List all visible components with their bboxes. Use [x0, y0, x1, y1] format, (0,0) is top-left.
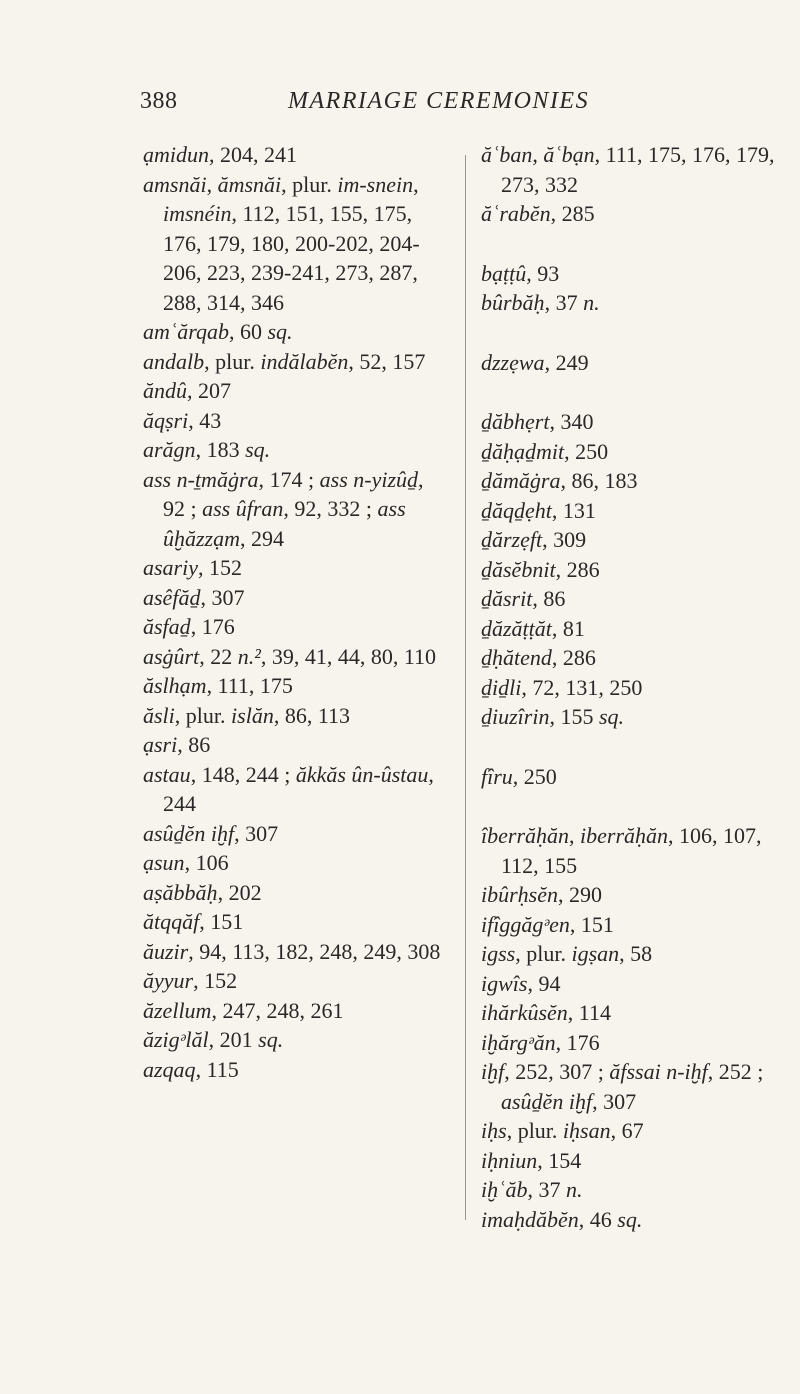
index-entry [143, 347, 443, 377]
index-headword: asêfăḏ [143, 584, 201, 610]
index-headword: ạsun [143, 850, 185, 875]
index-references: , 72, 131, 250 [521, 674, 643, 700]
index-entry [481, 348, 781, 378]
index-entry [481, 1175, 781, 1205]
index-entry [143, 966, 443, 996]
index-variant-form: sq. [258, 1027, 284, 1052]
index-references: , 183 [195, 437, 246, 462]
index-headword: asûḏĕn iḫf [143, 820, 235, 846]
index-entry [143, 701, 443, 731]
index-references: , 207 [187, 378, 231, 403]
index-references: , 39, 41, 44, 80, 110 [260, 643, 437, 669]
index-headword: dzzẹwa [481, 349, 545, 375]
index-entry [481, 140, 781, 199]
index-headword: astau [143, 761, 191, 787]
index-references: , 176 [190, 614, 235, 639]
index-entry [481, 584, 781, 614]
index-entry [481, 555, 781, 585]
index-entry [143, 848, 443, 878]
index-references: , 43 [188, 407, 222, 433]
index-headword: ibûrḥsĕn [481, 882, 558, 907]
index-references: , 112, 151, 155, 175, 176, 179, 180, 200-202, 204-206, 223, 239-241, 273, 287, 288, 314, 346 [163, 201, 420, 315]
index-headword: ăsli [143, 702, 175, 728]
index-headword: bûrbăḥ [481, 290, 545, 315]
index-references: , 247, 248, 261 [211, 997, 344, 1023]
index-variant-form: ass ûḫăzzạm [163, 496, 406, 551]
index-entry [481, 821, 781, 880]
index-variant-form: iḥsan [562, 1118, 611, 1143]
index-references: , [206, 171, 218, 197]
index-headword: ătqqăf [143, 909, 200, 934]
index-entry [481, 910, 781, 940]
index-variant-form: ămsnăi [217, 171, 282, 197]
index-references: , 131 [551, 497, 596, 523]
index-entry [143, 317, 443, 347]
index-variant-form: sq. [617, 1206, 643, 1232]
index-entry [143, 583, 443, 613]
index-references: , 94 [527, 970, 561, 996]
index-entry [481, 466, 781, 496]
index-headword: ḏărzẹft [481, 527, 543, 552]
index-entry [481, 1116, 781, 1146]
index-headword: ifîggăgᵊen [481, 911, 570, 937]
index-headword: ăzigᵊlăl [143, 1027, 209, 1052]
index-references: , 92 ; [163, 466, 424, 521]
index-references: , 81 [551, 615, 585, 641]
index-references: , 148, 244 ; [190, 761, 296, 787]
index-references: , 244 [163, 761, 434, 816]
index-headword: ḏăsĕbnit [481, 556, 556, 582]
index-headword: iḥs [481, 1118, 507, 1143]
index-entry [143, 1055, 443, 1085]
page-header [128, 88, 688, 128]
index-references: , 58 [619, 941, 653, 966]
index-headword: ihărkûsĕn [481, 1000, 568, 1025]
index-headword: ḏiuzîrin [481, 704, 550, 729]
index-references: , 252 ; [707, 1059, 764, 1084]
index-entry [481, 1057, 781, 1116]
index-headword: ḏăḥạḏmit [481, 438, 565, 464]
index-entry [481, 998, 781, 1028]
index-headword: andalb [143, 348, 205, 374]
index-headword: igss [481, 941, 516, 966]
index-headword: amʿărqab [143, 319, 229, 344]
index-entry [481, 288, 781, 318]
column-divider [465, 155, 466, 1220]
index-references: , 176 [555, 1029, 600, 1055]
index-entry [143, 435, 443, 465]
index-entry [481, 437, 781, 467]
index-headword: iḫʿăb [481, 1177, 528, 1202]
index-headword: ḏăqḏẹht [481, 497, 552, 523]
index-entry [143, 730, 443, 760]
index-headword: ḏăsrit [481, 586, 533, 611]
index-entry [143, 996, 443, 1026]
index-entry [481, 407, 781, 437]
index-references: , 151 [199, 909, 244, 934]
index-headword: imaḥdăbĕn [481, 1206, 579, 1232]
index-references: , 152 [198, 555, 242, 580]
index-entry [143, 1025, 443, 1055]
index-headword: asġûrt [143, 643, 200, 669]
index-references: , 152 [193, 968, 238, 993]
index-variant-form: ass n-yizûḏ [319, 466, 419, 492]
index-references: , 114 [567, 1000, 611, 1025]
index-headword: iḥniun [481, 1147, 538, 1173]
index-headword: iḫărgᵊăn [481, 1029, 556, 1055]
index-variant-form: islăn [231, 702, 274, 728]
index-entry [481, 1028, 781, 1058]
index-references: , 37 [527, 1177, 566, 1202]
index-variant-form: sq. [598, 704, 625, 729]
index-headword: ass n-ṯmăġra [143, 466, 259, 492]
index-variant-form: sq. [267, 319, 293, 344]
index-references: , 201 [208, 1027, 259, 1052]
index-references: , [413, 171, 419, 197]
index-references: , 294 [240, 525, 285, 551]
index-references: , 250 [564, 438, 609, 464]
index-headword: igwîs [481, 970, 528, 996]
index-references: , 106 [184, 850, 229, 875]
index-entry [481, 762, 781, 792]
index-references: , 202 [217, 879, 262, 905]
index-references: , 340 [549, 409, 594, 434]
index-headword: ḏăzăṭṭăt [481, 615, 552, 641]
index-entry [143, 553, 443, 583]
index-references: , 92, 332 ; [283, 496, 378, 521]
index-variant-form: n. [565, 1177, 583, 1202]
index-references: , 286 [551, 645, 596, 670]
index-entry [143, 465, 443, 554]
index-headword: amsnăi [143, 171, 207, 197]
index-headword: ḏămăġra [481, 468, 561, 493]
index-references: , 67 [610, 1118, 644, 1143]
index-headword: ăʿban [481, 142, 533, 167]
index-entry [481, 199, 781, 229]
index-entry [481, 525, 781, 555]
index-column-left [143, 140, 443, 1084]
index-headword: ḏiḏli [481, 674, 522, 700]
index-column-right [481, 140, 781, 1234]
index-references: , 174 ; [258, 466, 320, 492]
index-headword: îberrăḥăn [481, 823, 569, 848]
index-references: , 86, 113 [273, 702, 351, 728]
index-variant-form: igṣan [571, 941, 620, 966]
index-references: , 22 [199, 643, 238, 669]
index-entry [481, 1146, 781, 1176]
index-variant-form: imsnéin [163, 201, 232, 226]
index-entry [481, 614, 781, 644]
index-references: , 93 [526, 260, 560, 286]
index-references: , [532, 142, 544, 167]
index-variant-form: asûḏĕn iḫf [501, 1088, 593, 1114]
index-references: , 60 [228, 319, 268, 344]
index-headword: ăsfaḏ [143, 614, 191, 639]
index-headword: fîru [481, 763, 513, 789]
index-variant-form: ăkkăs ûn-ûstau [295, 761, 429, 787]
index-entry [143, 376, 443, 406]
index-references: , 86 [177, 732, 211, 757]
index-variant-form: n. [583, 290, 600, 315]
index-references: , 86, 183 [560, 468, 638, 493]
index-references: , 250 [512, 763, 557, 789]
index-headword: iḫf [481, 1059, 505, 1084]
index-entry [143, 406, 443, 436]
index-entry [143, 140, 443, 170]
index-references: , 52, 157 [348, 348, 426, 374]
index-references: , 307 [200, 584, 245, 610]
index-variant-form: indălabĕn [260, 348, 349, 374]
index-references: , 290 [558, 882, 602, 907]
index-references: , 249 [544, 349, 589, 375]
index-entry [143, 671, 443, 701]
index-references: , 204, 241 [209, 142, 297, 167]
index-headword: ăslhạm [143, 673, 207, 698]
index-headword: ạmidun [143, 142, 209, 167]
index-variant-form: n.² [237, 643, 261, 669]
index-entry [143, 760, 443, 819]
index-entry [481, 969, 781, 999]
index-entry [481, 259, 781, 289]
page-number: 388 [140, 88, 178, 114]
index-references: , 86 [532, 586, 566, 611]
index-references: , [569, 823, 580, 848]
index-references: , 252, 307 ; [504, 1059, 610, 1084]
index-references: , 307 [234, 820, 279, 846]
index-references: , 111, 175 [206, 673, 293, 698]
index-entry [481, 702, 781, 732]
index-variant-form: ăfssai n-iḫf [609, 1059, 708, 1084]
index-entry [481, 673, 781, 703]
index-headword: asariy [143, 555, 198, 580]
index-references: , plur. [506, 1118, 563, 1143]
index-references: , 111, 175, 176, 179, 273, 332 [501, 142, 775, 197]
index-entry [143, 937, 443, 967]
index-headword: ăuzir [143, 938, 189, 964]
index-entry [481, 496, 781, 526]
index-entry [143, 170, 443, 318]
index-variant-form: iberrăḥăn [580, 823, 668, 848]
index-references: , 115 [195, 1056, 239, 1082]
index-entry [481, 880, 781, 910]
index-headword: ăndû [143, 378, 187, 403]
index-headword: ăʿrabĕn [481, 201, 551, 226]
index-references: , plur. [174, 702, 232, 728]
running-title: MARRIAGE CEREMONIES [288, 88, 590, 114]
index-references: , 151 [569, 911, 614, 937]
index-references: , 94, 113, 182, 248, 249, 308 [188, 938, 441, 964]
index-references: , plur. [281, 171, 338, 197]
index-references: , 106, 107, 112, 155 [501, 823, 762, 878]
index-variant-form: ass ûfran [202, 496, 284, 521]
index-headword: ḏḥătend [481, 645, 552, 670]
index-entry [481, 1205, 781, 1235]
index-headword: bạṭṭû [481, 260, 527, 286]
index-headword: arăgn [143, 437, 196, 462]
index-headword: aṣăbbăḥ [143, 879, 218, 905]
index-references: , 309 [542, 527, 587, 552]
index-headword: azqaq [143, 1056, 196, 1082]
index-references: , 46 [578, 1206, 618, 1232]
index-variant-form: ăʿbạn [543, 142, 595, 167]
index-entry [143, 907, 443, 937]
index-variant-form: im-snein [337, 171, 414, 197]
index-entry [143, 819, 443, 849]
index-headword: ăyyur [143, 968, 194, 993]
index-references: , plur. [204, 348, 261, 374]
index-references: , 286 [555, 556, 600, 582]
index-headword: ạsri [143, 732, 178, 757]
index-entry [481, 643, 781, 673]
index-references: , 154 [537, 1147, 582, 1173]
index-headword: ăqṣri [143, 407, 189, 433]
index-entry [143, 642, 443, 672]
index-references: , 155 [549, 704, 599, 729]
index-headword: ăzellum [143, 997, 212, 1023]
index-references: , plur. [515, 941, 572, 966]
index-references: , 307 [592, 1088, 637, 1114]
index-variant-form: sq. [245, 437, 271, 462]
index-headword: ḏăbhẹrt [481, 409, 550, 434]
index-entry [143, 612, 443, 642]
index-references: , 37 [544, 290, 584, 315]
index-entry [143, 878, 443, 908]
index-references: , 285 [550, 201, 595, 226]
index-entry [481, 939, 781, 969]
